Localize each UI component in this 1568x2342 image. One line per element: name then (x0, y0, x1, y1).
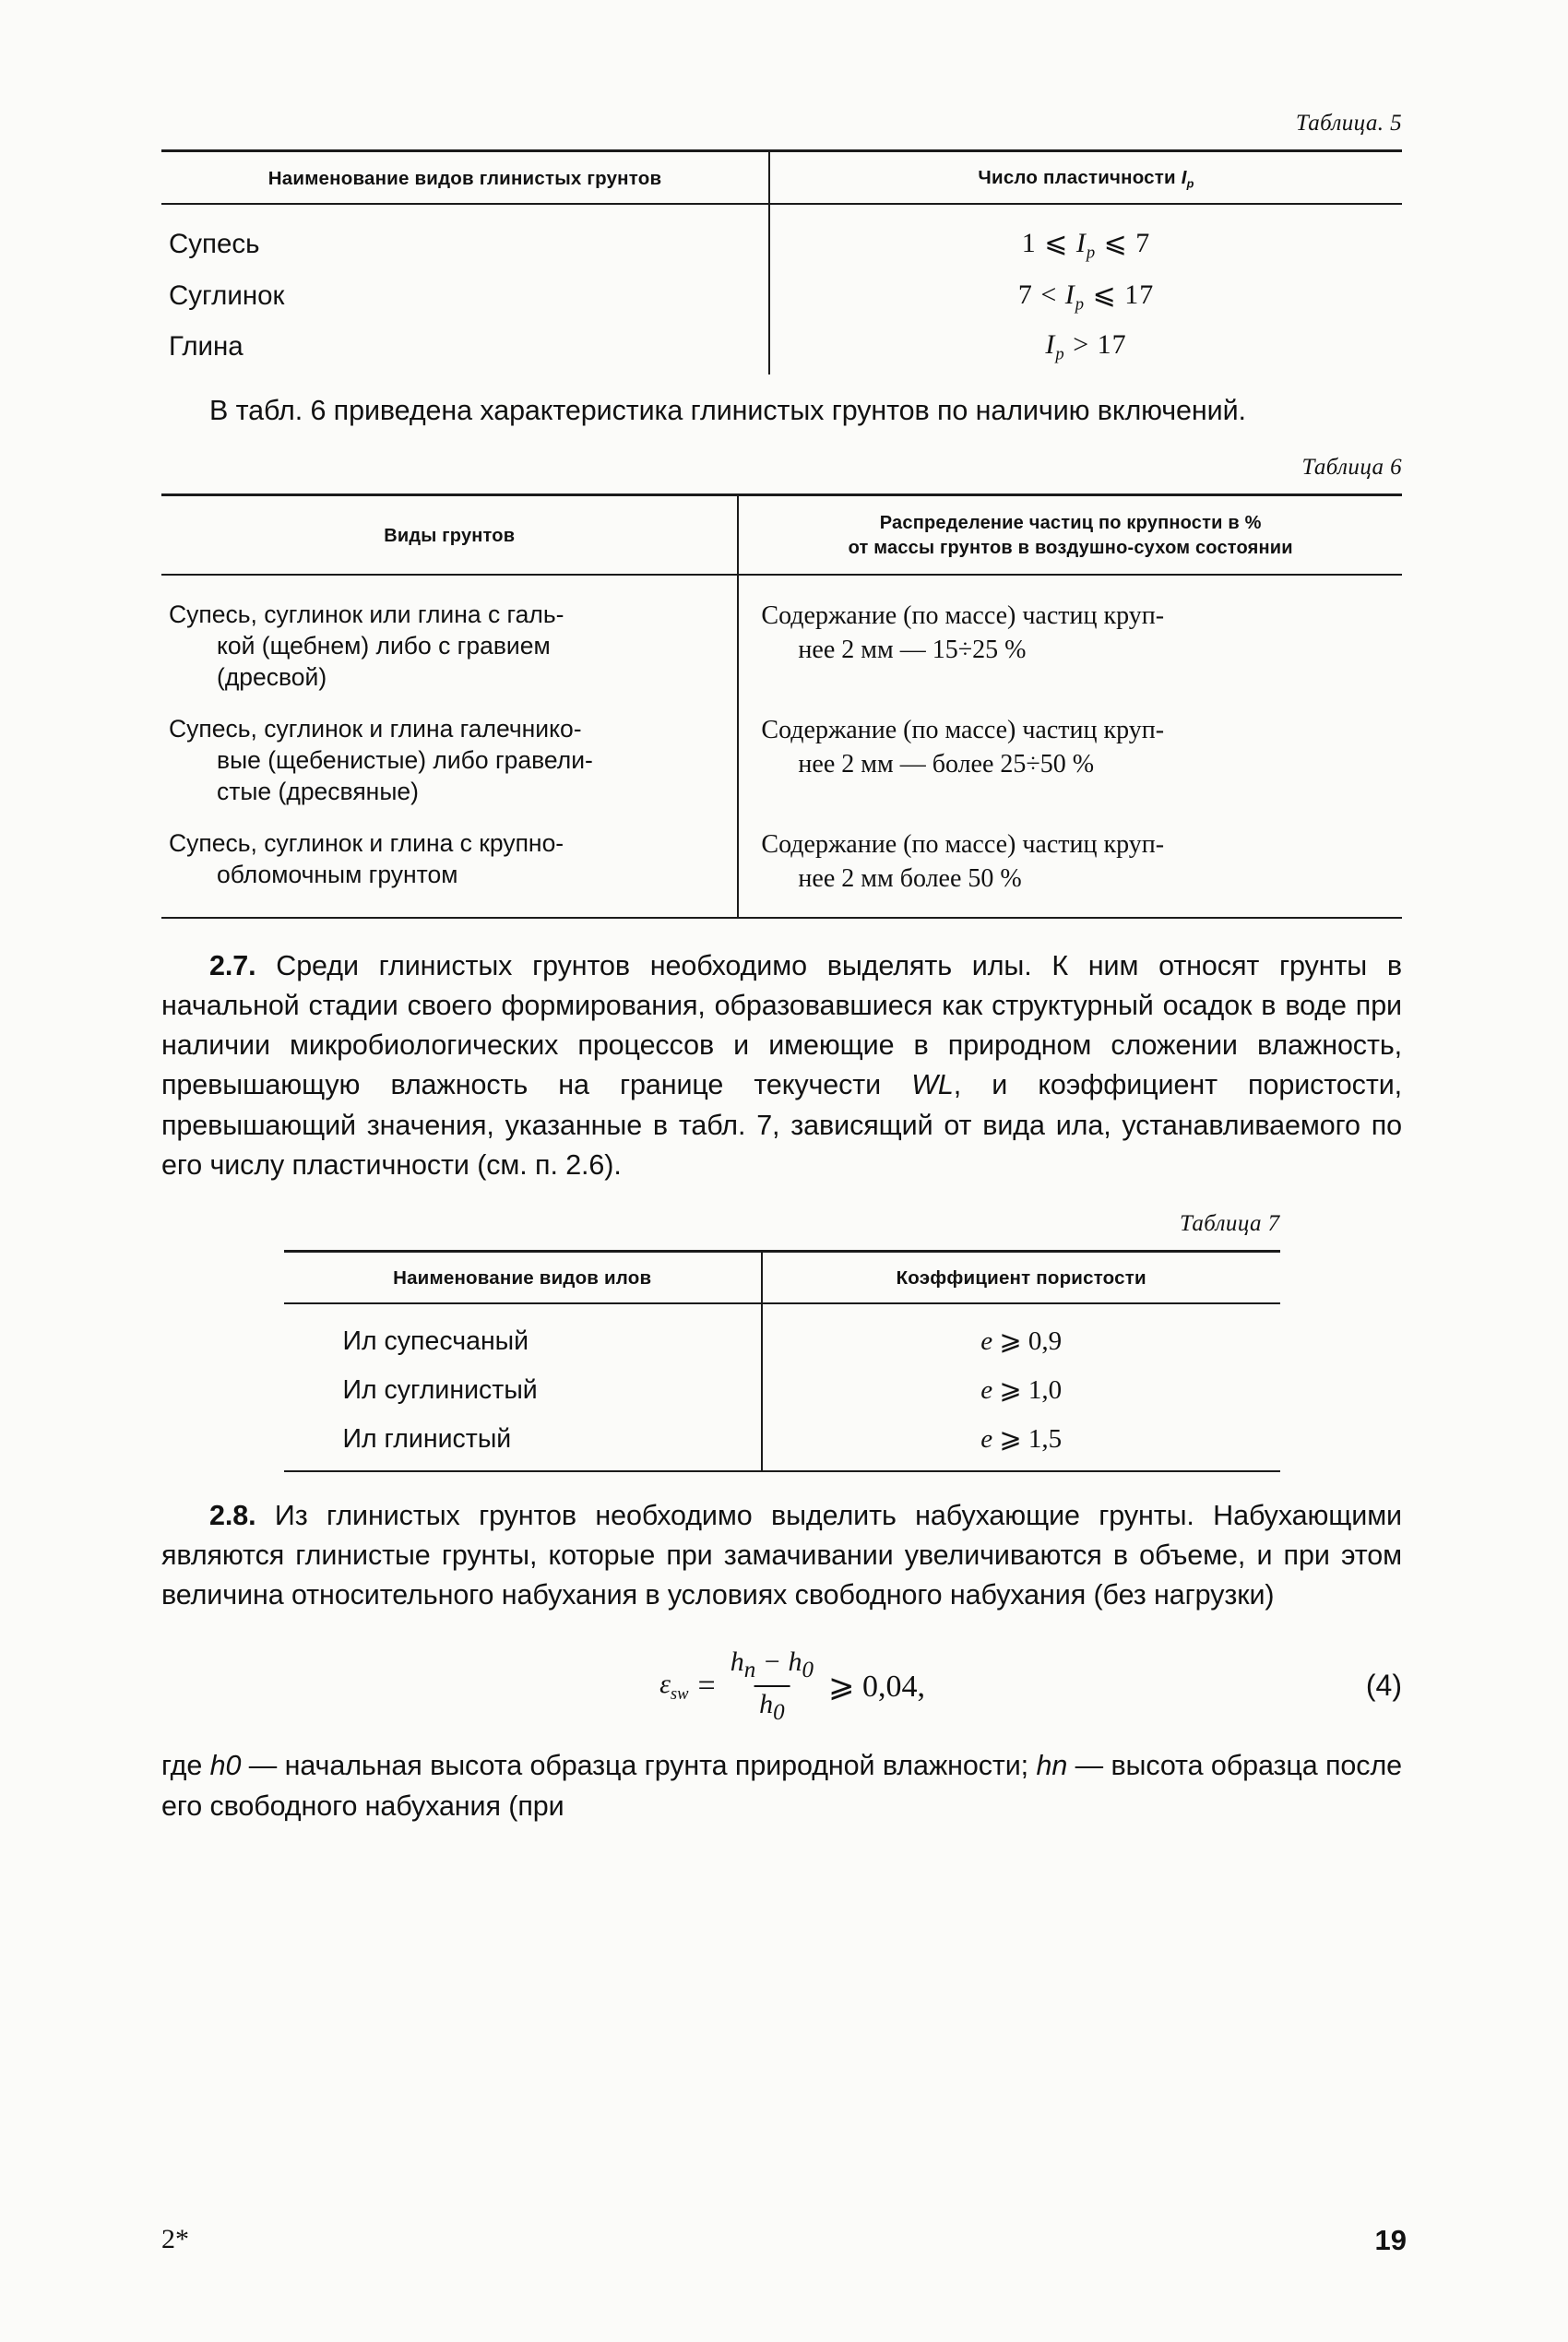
table5-row2-sym: I (1064, 279, 1075, 310)
table6-row3-value-l2: нее 2 мм более 50 % (798, 863, 1022, 893)
table5-row2-sub: p (1075, 294, 1086, 315)
table5-caption: Таблица. 5 (1295, 111, 1402, 136)
table6-header-line1: Распределение частиц по крупности в % (879, 513, 1262, 534)
paragraph-2-8-number: 2.8. (209, 1499, 256, 1531)
table6-caption: Таблица 6 (1301, 455, 1402, 481)
table-row (161, 270, 1402, 322)
table-row (161, 575, 1402, 704)
table5-header-label: Число пластичности (978, 167, 1176, 188)
table7-row2-value (762, 1365, 1280, 1414)
formula-4 (659, 1647, 925, 1726)
table5-header-cell-1: Наименование видов глинистых грунтов (161, 151, 769, 205)
table-row (284, 1414, 1280, 1470)
paragraph-2-8 (161, 1496, 1402, 1616)
table-6 (161, 493, 1402, 918)
table6-row1-name-l1: Супесь, суглинок или глина с галь- (169, 600, 564, 629)
table7-row1-sym: e (980, 1326, 993, 1357)
table5-row2-post: ⩽ 17 (1092, 279, 1155, 310)
table6-header-cell-2 (738, 495, 1402, 576)
formula-num-sym1: h (730, 1647, 744, 1678)
table6-row3-value (738, 818, 1402, 918)
table7-caption: Таблица 7 (1179, 1211, 1280, 1237)
formula-denominator (754, 1685, 790, 1726)
table-row (161, 704, 1402, 818)
page-number: 19 (1374, 2224, 1407, 2256)
after-formula-text-3: — высота образца после его свободного набухания (при (161, 1750, 1403, 1822)
formula-den-sub: 0 (773, 1700, 785, 1726)
paragraph-2-7-symbol: WL (911, 1069, 954, 1101)
table7-row3-value (762, 1414, 1280, 1470)
table6-row1-value-l2: нее 2 мм — 15÷25 % (798, 636, 1027, 665)
table5-row1-name: Супесь (169, 229, 260, 260)
formula-num-sub2: 0 (802, 1658, 814, 1683)
formula-den-sym: h (759, 1689, 774, 1720)
table7-row1-value (762, 1303, 1280, 1365)
table5-row1-sub: p (1086, 243, 1097, 263)
formula-num-sym2: h (788, 1647, 802, 1678)
formula-number: (4) (1365, 1669, 1402, 1703)
paragraph-after-formula (161, 1746, 1402, 1826)
table6-row1-value (738, 575, 1402, 704)
table5-row2-value (769, 270, 1402, 322)
table7-row2-rest: ⩾ 1,0 (999, 1375, 1063, 1406)
formula-block (161, 1647, 1402, 1731)
after-formula-hn: hn (1036, 1750, 1068, 1782)
paragraph-2-7-number: 2.7. (209, 949, 256, 981)
formula-lhs (659, 1669, 688, 1705)
table6-row2-value-l2: нее 2 мм — более 25÷50 % (798, 749, 1095, 779)
table6-header-cell-1: Виды грунтов (161, 495, 738, 576)
table5-header-symbol: I (1181, 167, 1187, 188)
table6-row2-value (738, 704, 1402, 818)
table6-row1-name-l2: кой (щебнем) либо с гравием (217, 632, 551, 660)
table6-row2-value-l1: Содержание (по массе) частиц круп- (761, 715, 1165, 744)
table6-row2-name-l3: стые (дресвяные) (217, 777, 419, 805)
table6-row2-name-l1: Супесь, суглинок и глина галечнико- (169, 714, 582, 743)
table-row (161, 818, 1402, 918)
formula-num-minus: − (762, 1647, 781, 1678)
table6-row3-value-l1: Содержание (по массе) частиц круп- (761, 829, 1165, 859)
table6-row1-name-l3: (дресвой) (217, 663, 327, 692)
table5-row2-pre: 7 < (1017, 279, 1058, 310)
table5-row1-sym: I (1075, 228, 1087, 259)
table5-row2-name: Суглинок (169, 279, 285, 311)
page-content (161, 111, 1402, 1826)
table-row (161, 321, 1402, 374)
table7-row2-sym: e (980, 1375, 993, 1406)
after-formula-text-2: — начальная высота образца грунта природной влажности; (241, 1750, 1037, 1782)
formula-fraction (725, 1647, 819, 1726)
table6-row1-value-l1: Содержание (по массе) частиц круп- (761, 601, 1165, 631)
table-row (284, 1303, 1280, 1365)
formula-lhs-symbol: ε (659, 1668, 671, 1699)
table5-row1-post: ⩽ 7 (1103, 228, 1151, 259)
table5-header-row (161, 151, 1402, 205)
table7-row2-name: Ил суглинистый (342, 1375, 538, 1406)
formula-lhs-subscript: sw (670, 1683, 689, 1704)
table5-row1-value (769, 204, 1402, 270)
table-row (161, 204, 1402, 270)
page-footer (161, 2224, 1407, 2261)
table5-row1-pre: 1 ⩽ (1021, 228, 1069, 259)
table5-header-subscript: p (1186, 176, 1194, 191)
table7-header-row (284, 1252, 1280, 1304)
table6-header-line2: от массы грунтов в воздушно-сухом состоянии (848, 538, 1293, 559)
after-formula-h0: h0 (209, 1750, 242, 1782)
table-row (284, 1365, 1280, 1414)
table7-row3-rest: ⩾ 1,5 (999, 1424, 1063, 1455)
table-5 (161, 149, 1402, 374)
table7-header-cell-1: Наименование видов илов (284, 1252, 762, 1304)
table6-row2-name (161, 704, 738, 818)
paragraph-2-7-text-b: , и коэффициент пористости, превышающий значения, указанные в табл. 7, зависящий от вида ила, устанавливаемого по его числу пластичности (см. п. 2.6). (161, 1069, 1403, 1182)
table5-row3-value (769, 321, 1402, 374)
table6-row3-name (161, 818, 738, 918)
formula-rhs: ⩾ 0,04, (827, 1670, 925, 1705)
table6-row2-name-l2: вые (щебенистые) либо гравели- (217, 745, 593, 774)
table6-row3-name-l2: обломочным грунтом (217, 860, 458, 888)
formula-equals: = (697, 1669, 716, 1704)
table7-row3-sym: e (980, 1424, 993, 1455)
paragraph-2-8-text: Из глинистых грунтов необходимо выделить набухающие грунты. Набухающими являются глинистые грунты, которые при замачивании увеличиваются в объеме, и при этом величина относительного набухания в условиях свободного набухания (без нагрузки) (161, 1499, 1402, 1611)
table5-row3-name: Глина (169, 331, 244, 363)
table7-row1-name: Ил супесчаный (342, 1326, 529, 1357)
paragraph-table6-intro: В табл. 6 приведена характеристика глинистых грунтов по наличию включений. (209, 394, 1246, 426)
table6-header-row (161, 495, 1402, 576)
table-7 (284, 1250, 1280, 1471)
table6-row1-name (161, 575, 738, 704)
table6-row3-name-l1: Супесь, суглинок и глина с крупно- (169, 828, 564, 857)
table5-header-cell-2 (769, 151, 1402, 205)
table5-row3-post: > 17 (1073, 329, 1127, 361)
paragraph-2-7-text-a: Среди глинистых грунтов необходимо выделять илы. К ним относят грунты в начальной стадии своего формирования, образовавшиеся как структурный осадок в воде при наличии микробиологических процессов и имеющие в природном сложении влажность, превышающую влажность на границе текучести (161, 949, 1403, 1101)
table5-row3-sym: I (1045, 329, 1056, 361)
paragraph-2-7 (161, 946, 1402, 1186)
table7-header-cell-2: Коэффициент пористости (762, 1252, 1280, 1304)
table7-row1-rest: ⩾ 0,9 (999, 1326, 1063, 1357)
table7-row3-name: Ил глинистый (342, 1424, 512, 1455)
formula-numerator (725, 1647, 819, 1685)
table-7-wrapper (284, 1211, 1280, 1471)
after-formula-text-1: где (161, 1750, 210, 1782)
table5-row3-sub: p (1055, 344, 1065, 364)
footer-signature-mark: 2* (161, 2224, 189, 2254)
formula-num-sub1: n (743, 1658, 756, 1683)
